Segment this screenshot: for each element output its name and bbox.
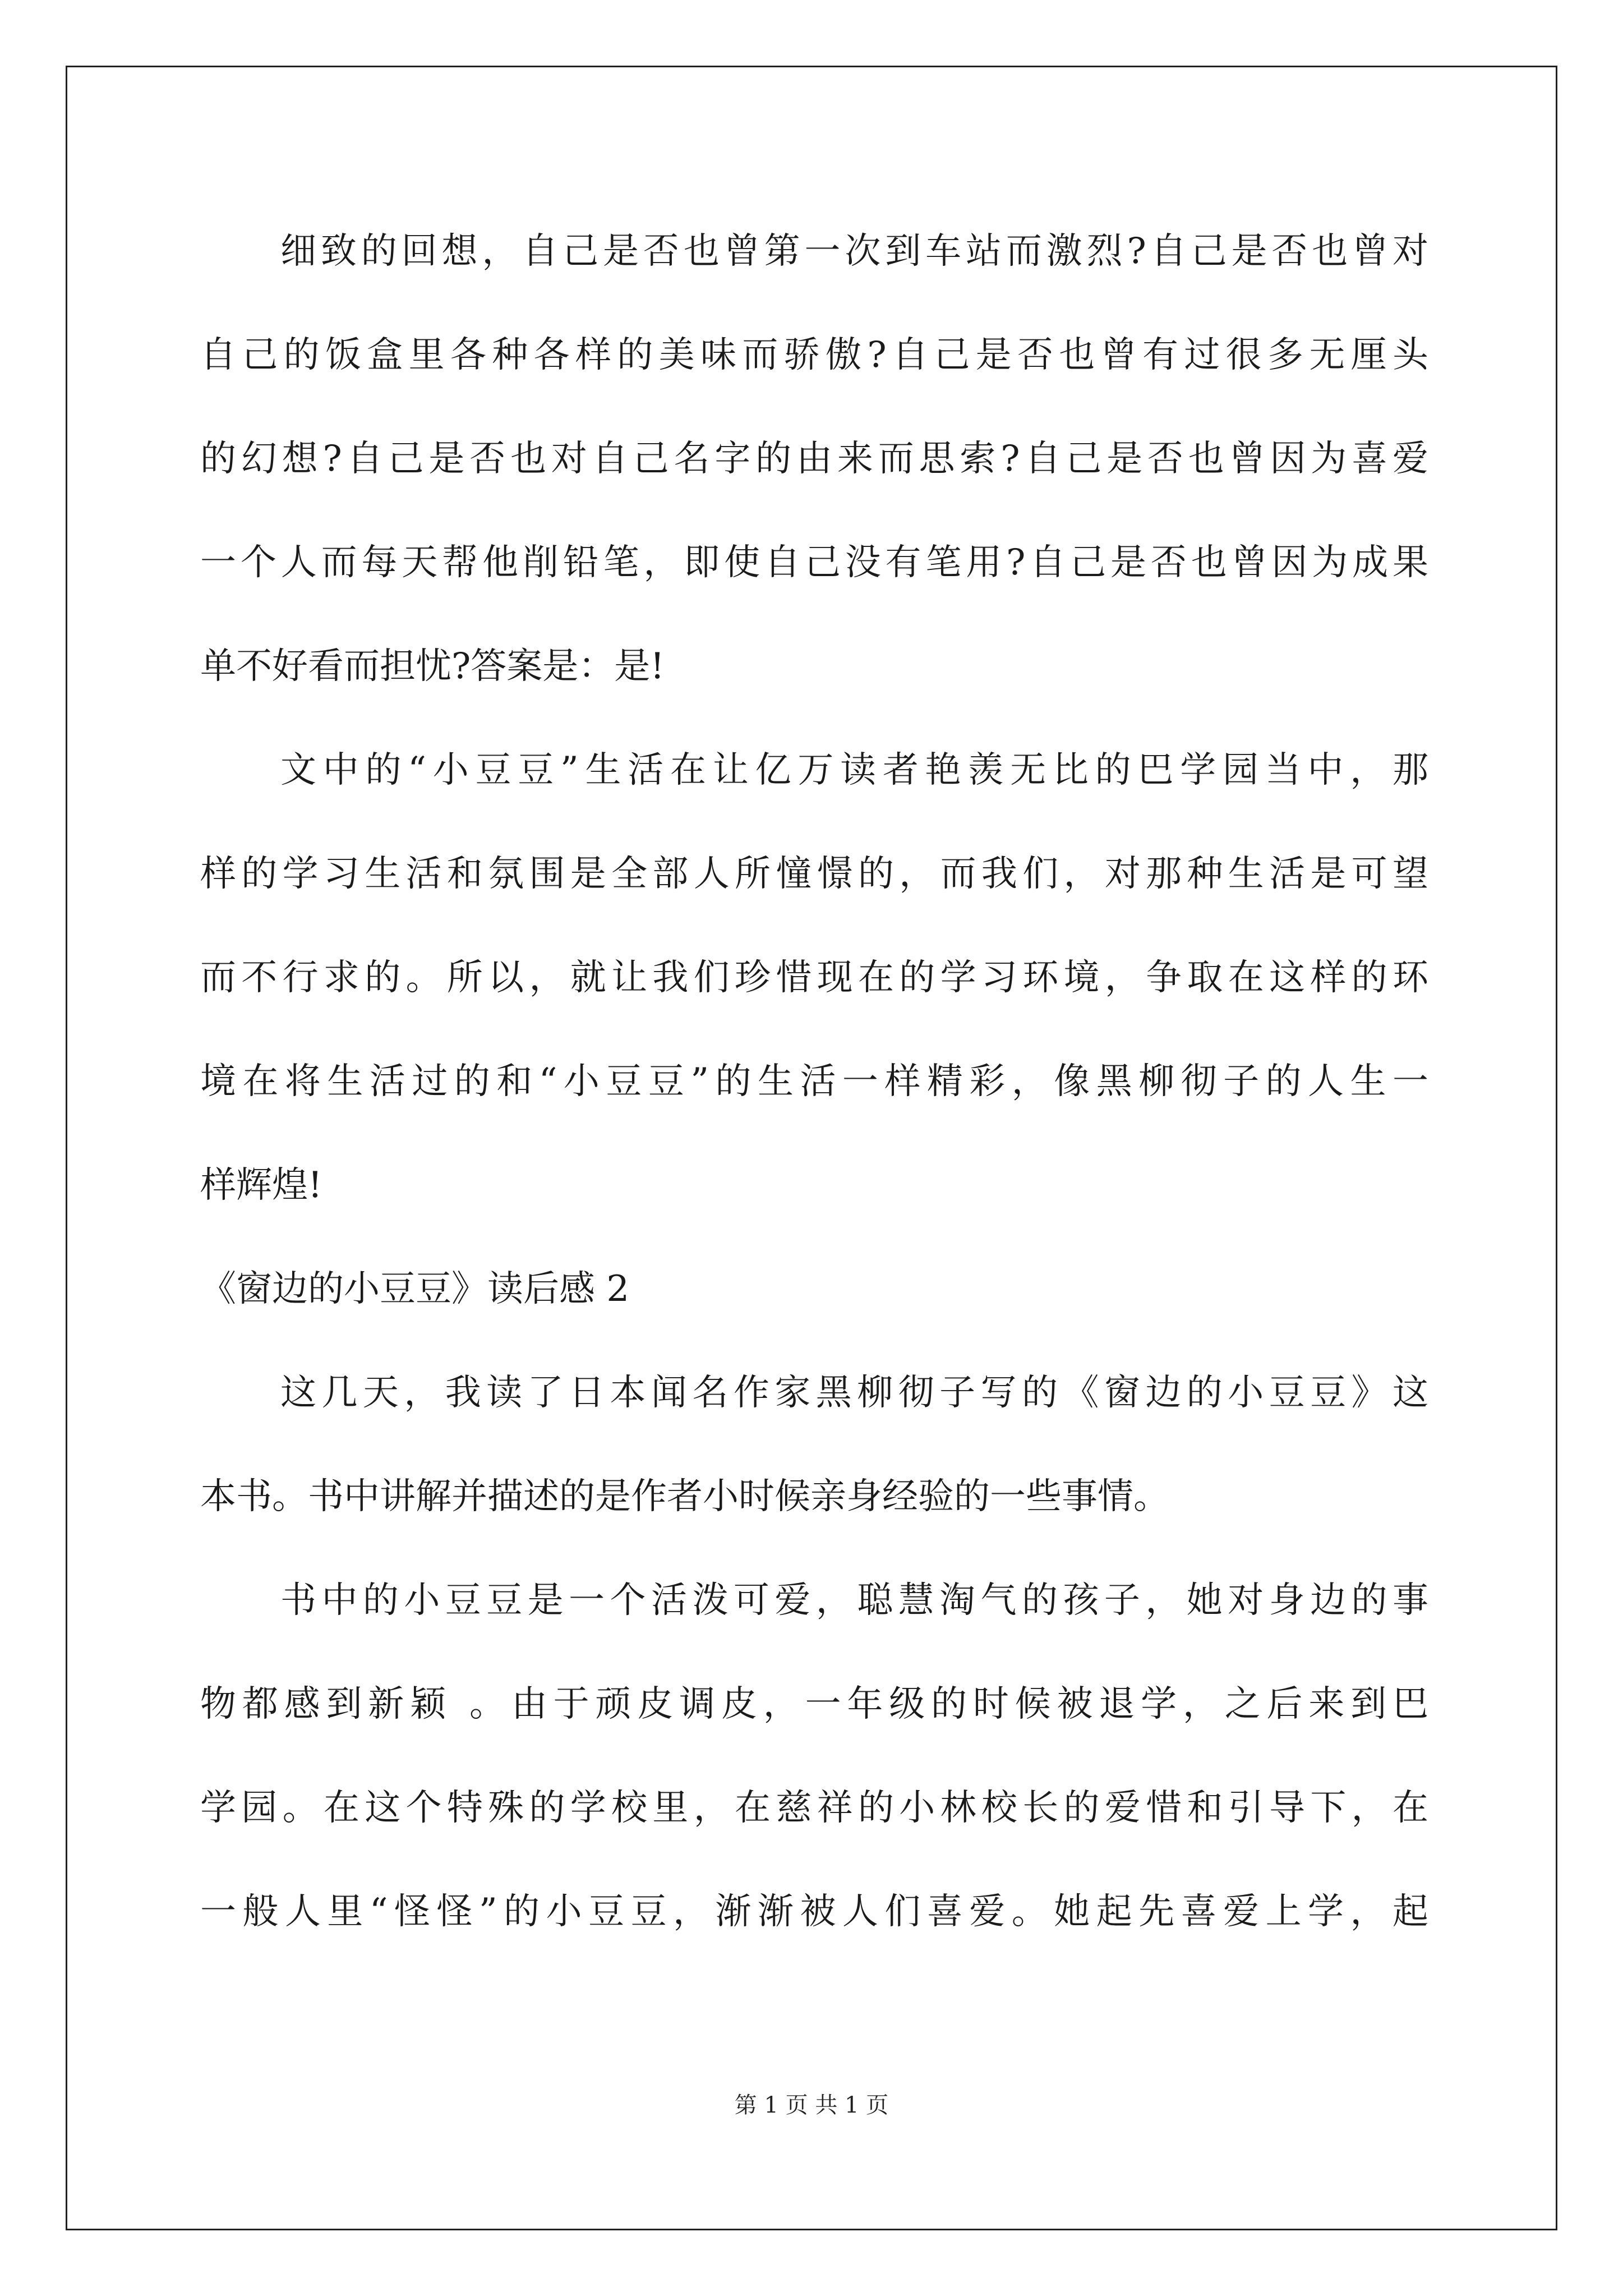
section-title: 《窗边的小豆豆》读后感 2 (200, 1268, 630, 1310)
paragraph-line: 文中的“小豆豆”生活在让亿万读者艳羡无比的巴学园当中，那 (280, 749, 1428, 791)
paragraph-line: 样辉煌! (200, 1165, 322, 1206)
paragraph-line: 单不好看而担忧?答案是：是! (200, 646, 665, 687)
paragraph-line: 这几天，我读了日本闻名作家黑柳彻子写的《窗边的小豆豆》这 (280, 1372, 1428, 1414)
paragraph-line: 境在将生活过的和“小豆豆”的生活一样精彩，像黑柳彻子的人生一 (200, 1061, 1428, 1102)
paragraph-line: 的幻想?自己是否也对自己名字的由来而思索?自己是否也曾因为喜爱 (200, 438, 1428, 480)
paragraph-line: 一个人而每天帮他削铅笔，即使自己没有笔用?自己是否也曾因为成果 (200, 542, 1428, 583)
paragraph-line: 而不行求的。所以，就让我们珍惜现在的学习环境，争取在这样的环 (200, 957, 1428, 999)
paragraph-line: 书中的小豆豆是一个活泼可爱，聪慧淘气的孩子，她对身边的事 (280, 1580, 1428, 1621)
paragraph-line: 样的学习生活和氛围是全部人所憧憬的，而我们，对那种生活是可望 (200, 853, 1428, 895)
paragraph-line: 物都感到新颖 。由于顽皮调皮，一年级的时候被退学，之后来到巴 (200, 1683, 1428, 1725)
paragraph-line: 一般人里“怪怪”的小豆豆，渐渐被人们喜爱。她起先喜爱上学，起 (200, 1891, 1428, 1932)
paragraph-line: 本书。书中讲解并描述的是作者小时候亲身经验的一些事情。 (200, 1476, 1169, 1517)
paragraph-line: 学园。在这个特殊的学校里，在慈祥的小林校长的爱惜和引导下，在 (200, 1787, 1428, 1829)
page-footer: 第 1 页 共 1 页 (734, 2092, 889, 2118)
paragraph-line: 细致的回想，自己是否也曾第一次到车站而激烈?自己是否也曾对 (280, 231, 1428, 272)
paragraph-line: 自己的饭盒里各种各样的美味而骄傲?自己是否也曾有过很多无厘头 (200, 334, 1428, 376)
